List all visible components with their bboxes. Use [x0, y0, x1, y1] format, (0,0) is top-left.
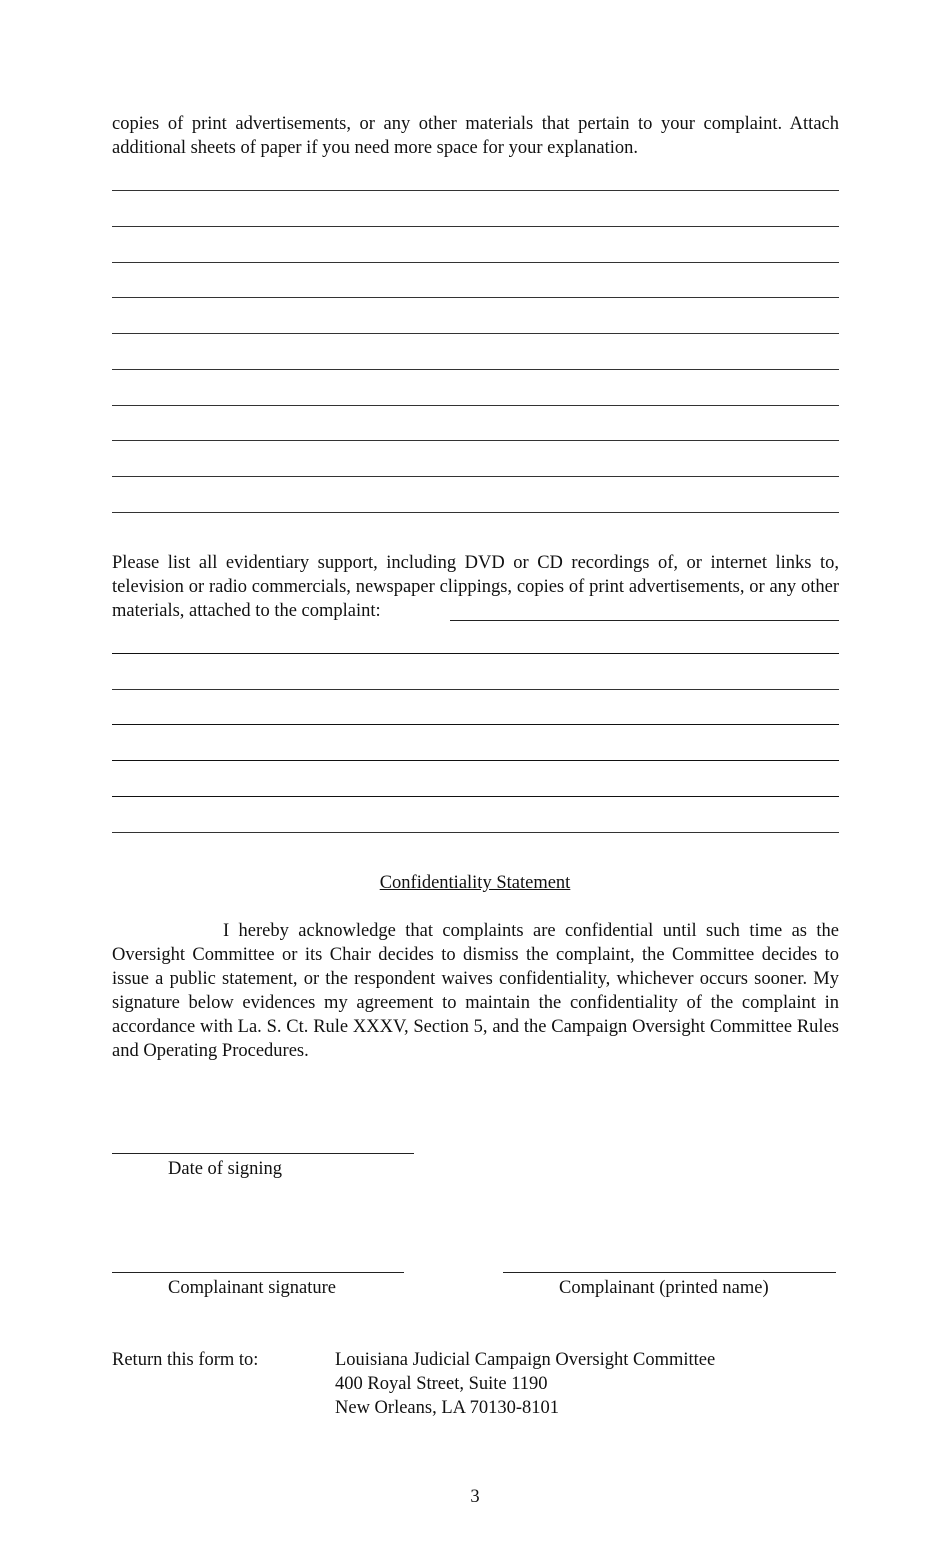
confidentiality-body: I hereby acknowledge that complaints are confidential until such time as the Oversight Committee or its Chair decides to dismiss the complaint, the Committee decides to issue a public statement, or the respondent waives confidentiality, whichever occurs sooner. My signature below evidences my agreement to maintain the confidentiality of the complaint in accordance with La. S. Ct. Rule XXXV, Section 5, and the Campaign Oversight Committee Rules and Operating Procedures.	[112, 921, 839, 1061]
address-line-organization: Louisiana Judicial Campaign Oversight Committee	[335, 1350, 716, 1370]
explanation-line[interactable]	[112, 226, 839, 227]
date-signing-label: Date of signing	[168, 1159, 283, 1179]
evidence-prompt: Please list all evidentiary support, including DVD or CD recordings of, or internet links to, television or radio commercials, newspaper clippings, copies of print advertisements, or any other materials, attached to the complaint:	[112, 553, 839, 621]
explanation-line[interactable]	[112, 476, 839, 477]
explanation-line[interactable]	[112, 190, 839, 191]
complainant-signature-label: Complainant signature	[168, 1278, 337, 1298]
address-line-street: 400 Royal Street, Suite 1190	[335, 1374, 548, 1394]
evidence-line[interactable]	[112, 832, 839, 833]
evidence-line[interactable]	[112, 760, 839, 761]
return-address	[335, 1348, 715, 1420]
date-signing-line[interactable]	[112, 1153, 414, 1154]
intro-paragraph: copies of print advertisements, or any other materials that pertain to your complaint. Attach additional sheets of paper if you need more space for your explanation.	[112, 114, 839, 158]
address-line-city: New Orleans, LA 70130-8101	[335, 1398, 560, 1418]
explanation-line[interactable]	[112, 262, 839, 263]
explanation-line[interactable]	[112, 297, 839, 298]
evidence-line[interactable]	[112, 653, 839, 654]
explanation-line[interactable]	[112, 512, 839, 513]
explanation-line[interactable]	[112, 333, 839, 334]
evidence-line[interactable]	[112, 796, 839, 797]
return-form-label: Return this form to:	[112, 1350, 259, 1370]
page-number: 3	[470, 1487, 480, 1507]
complainant-printed-name-label: Complainant (printed name)	[559, 1278, 769, 1298]
explanation-line[interactable]	[112, 369, 839, 370]
evidence-inline-field[interactable]	[450, 620, 839, 621]
explanation-line[interactable]	[112, 440, 839, 441]
confidentiality-heading: Confidentiality Statement	[379, 873, 571, 893]
evidence-line[interactable]	[112, 689, 839, 690]
complainant-printed-name-line[interactable]	[503, 1272, 836, 1273]
evidence-line[interactable]	[112, 724, 839, 725]
explanation-line[interactable]	[112, 405, 839, 406]
complainant-signature-line[interactable]	[112, 1272, 404, 1273]
